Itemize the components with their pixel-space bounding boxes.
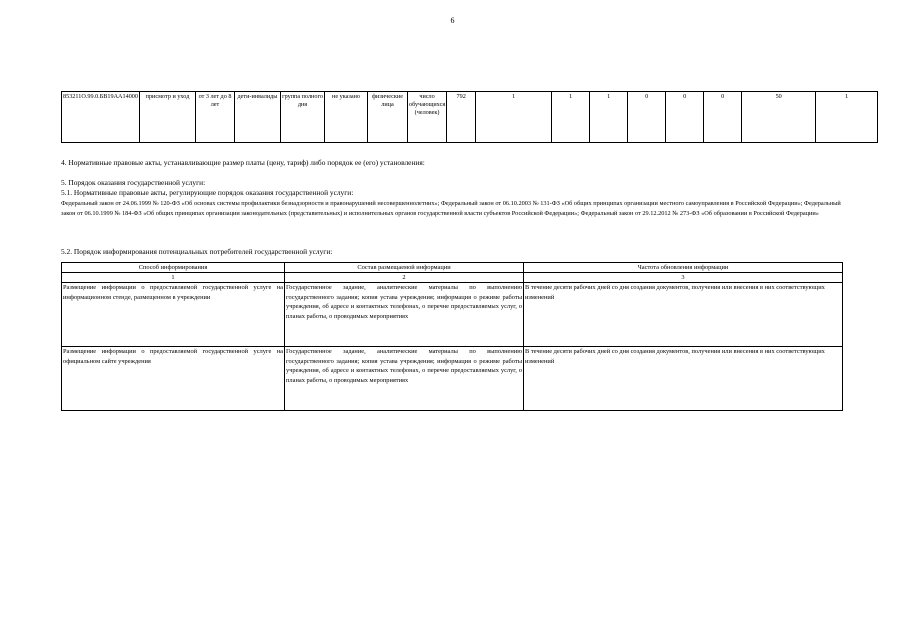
value-cell: 1 <box>552 92 590 143</box>
section-4-heading: 4. Нормативные правовые акты, устанавливающие размер платы (цену, тариф) либо порядок ее (его) установления: <box>61 158 425 167</box>
value-cell: 1 <box>590 92 628 143</box>
value-cell: 0 <box>628 92 666 143</box>
laws-text: Федеральный закон от 24.06.1999 № 120-ФЗ «Об основах системы профилактики безнадзорности и правонарушений несовершеннолетних»; Федеральный закон от 06.10.2003 № 131-ФЗ «Об общих принципах организации местного самоуправления в Российской Федерации»; Федеральный закон от 06.10.1999 № 184-ФЗ «Об общих принципах организации законодательных (представительных) и исполнительных органов государственной власти субъектов Российской Федерации»; Федеральный закон от 29.12.2012 № 273-ФЗ «Об образовании в Российской Федерации» <box>61 200 841 217</box>
section-5-2-heading: 5.2. Порядок информирования потенциальных потребителей государственной услуги: <box>61 247 333 256</box>
frequency-cell: В течение десяти рабочих дней со дня создания документов, получения или внесения в них соответствующих изменений <box>524 283 843 347</box>
okei-code-cell: 792 <box>447 92 476 143</box>
service-indicators-table <box>61 91 878 143</box>
information-table <box>61 262 843 411</box>
method-cell: Размещение информации о предоставляемой государственной услуге на информационном стенде, размещенном в учреждении <box>62 283 285 347</box>
header-row <box>62 263 843 273</box>
value-cell: 1 <box>476 92 552 143</box>
section-5-1-heading: 5.1. Нормативные правовые акты, регулирующие порядок оказания государственной услуги: <box>61 188 354 197</box>
value-cell: 0 <box>666 92 704 143</box>
consumer-cell: физические лица <box>368 92 408 143</box>
content-cell: Государственное задание, аналитические материалы по выполнению государственного задания; копия устава учреждения; информация о режиме работы учреждения, об адресе и контактных телефонах, о перечне предоставляемых услуг, о планах работы, о проводимых мероприятиях <box>285 347 524 411</box>
content-cell: Государственное задание, аналитические материалы по выполнению государственного задания; копия устава учреждения; информация о режиме работы учреждения, об адресе и контактных телефонах, о перечне предоставляемых услуг, о планах работы, о проводимых мероприятиях <box>285 283 524 347</box>
registry-number-cell: 853211О.99.0.БВ19АА14000 <box>62 92 140 143</box>
section-5-heading: 5. Порядок оказания государственной услуги: <box>61 178 206 187</box>
age-cell: от 3 лет до 8 лет <box>196 92 235 143</box>
page-number: 6 <box>450 16 455 25</box>
table-row <box>62 92 878 143</box>
method-cell: Размещение информации о предоставляемой государственной услуге на официальном сайте учреждения <box>62 347 285 411</box>
value-cell: 50 <box>742 92 816 143</box>
method-header: Способ информирования <box>62 263 285 273</box>
table-row <box>62 283 843 347</box>
column-number: 1 <box>62 273 285 283</box>
content-header: Состав размещаемой информации <box>285 263 524 273</box>
column-number: 3 <box>524 273 843 283</box>
stay-mode-cell: группа полного дня <box>281 92 325 143</box>
unspecified-cell: не указано <box>325 92 368 143</box>
column-number: 2 <box>285 273 524 283</box>
value-cell: 1 <box>816 92 878 143</box>
category-cell: дети-инвалиды <box>235 92 281 143</box>
value-cell: 0 <box>704 92 742 143</box>
frequency-cell: В течение десяти рабочих дней со дня создания документов, получения или внесения в них соответствующих изменений <box>524 347 843 411</box>
table-row <box>62 347 843 411</box>
frequency-header: Частота обновления информации <box>524 263 843 273</box>
indicator-name-cell: число обучающихся (человек) <box>408 92 447 143</box>
service-name-cell: присмотр и уход <box>140 92 196 143</box>
number-row <box>62 273 843 283</box>
